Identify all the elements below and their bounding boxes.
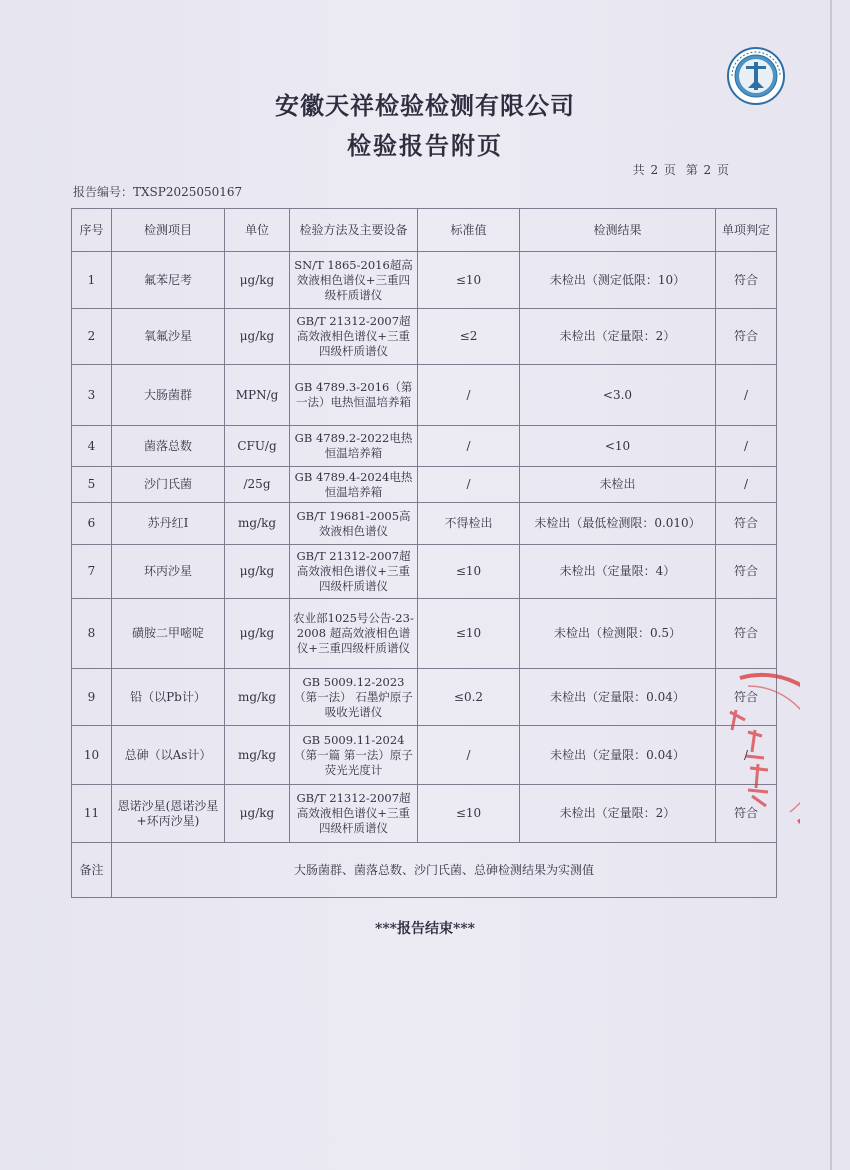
row-method: GB/T 21312-2007超高效液相色谱仪+三重四级杆质谱仪 xyxy=(290,545,418,599)
row-item: 苏丹红Ⅰ xyxy=(112,503,225,545)
row-judge: 符合 xyxy=(716,252,777,309)
page-current: 第 2 页 xyxy=(685,163,730,177)
row-item: 沙门氏菌 xyxy=(112,467,225,503)
row-standard: ≤2 xyxy=(418,309,520,365)
table-row xyxy=(72,467,777,503)
row-no: 5 xyxy=(72,467,112,503)
row-unit: μg/kg xyxy=(225,599,290,669)
row-judge: / xyxy=(716,467,777,503)
row-standard: / xyxy=(418,467,520,503)
table-row xyxy=(72,309,777,365)
row-judge: 符合 xyxy=(716,669,777,726)
row-item: 氟苯尼考 xyxy=(112,252,225,309)
table-row xyxy=(72,726,777,785)
row-standard: ≤10 xyxy=(418,252,520,309)
row-method: GB/T 21312-2007超高效液相色谱仪+三重四级杆质谱仪 xyxy=(290,309,418,365)
row-judge: 符合 xyxy=(716,309,777,365)
row-item: 总砷（以As计） xyxy=(112,726,225,785)
row-item: 环丙沙星 xyxy=(112,545,225,599)
row-no: 8 xyxy=(72,599,112,669)
header-no: 序号 xyxy=(72,209,112,252)
row-standard: / xyxy=(418,426,520,467)
row-unit: MPN/g xyxy=(225,365,290,426)
row-no: 11 xyxy=(72,785,112,843)
row-result: 未检出（定量限：2） xyxy=(520,785,716,843)
header-item: 检测项目 xyxy=(112,209,225,252)
row-result: 未检出（测定低限：10） xyxy=(520,252,716,309)
row-item: 磺胺二甲嘧啶 xyxy=(112,599,225,669)
header-judge: 单项判定 xyxy=(716,209,777,252)
table-row xyxy=(72,669,777,726)
row-unit: mg/kg xyxy=(225,669,290,726)
row-unit: mg/kg xyxy=(225,726,290,785)
table-row xyxy=(72,545,777,599)
row-result: 未检出（定量限：0.04） xyxy=(520,669,716,726)
table-row xyxy=(72,503,777,545)
row-standard: / xyxy=(418,726,520,785)
row-result: 未检出（定量限：4） xyxy=(520,545,716,599)
row-judge: 符合 xyxy=(716,599,777,669)
report-number: 报告编号：TXSP2025050167 xyxy=(73,185,243,199)
row-result: 未检出 xyxy=(520,467,716,503)
table-row xyxy=(72,785,777,843)
row-result: 未检出（检测限：0.5） xyxy=(520,599,716,669)
remark-label: 备注 xyxy=(72,843,112,898)
remark-row xyxy=(72,843,777,898)
row-no: 6 xyxy=(72,503,112,545)
report-title: 检验报告附页 xyxy=(347,131,503,160)
row-no: 4 xyxy=(72,426,112,467)
row-no: 3 xyxy=(72,365,112,426)
page-edge xyxy=(830,0,832,1170)
row-no: 10 xyxy=(72,726,112,785)
table-row xyxy=(72,252,777,309)
row-unit: μg/kg xyxy=(225,785,290,843)
row-method: GB 4789.4-2024电热恒温培养箱 xyxy=(290,467,418,503)
results-table xyxy=(71,208,777,898)
row-judge: / xyxy=(716,426,777,467)
row-item: 恩诺沙星(恩诺沙星+环丙沙星) xyxy=(112,785,225,843)
row-no: 7 xyxy=(72,545,112,599)
row-unit: μg/kg xyxy=(225,545,290,599)
row-judge: / xyxy=(716,365,777,426)
row-method: 农业部1025号公告-23-2008 超高效液相色谱仪+三重四级杆质谱仪 xyxy=(290,599,418,669)
row-method: GB/T 21312-2007超高效液相色谱仪+三重四级杆质谱仪 xyxy=(290,785,418,843)
row-judge: 符合 xyxy=(716,785,777,843)
row-result: <10 xyxy=(520,426,716,467)
row-standard: 不得检出 xyxy=(418,503,520,545)
report-end: ***报告结束*** xyxy=(375,921,475,937)
header-standard: 标准值 xyxy=(418,209,520,252)
row-item: 大肠菌群 xyxy=(112,365,225,426)
table-header-row xyxy=(72,209,777,252)
row-method: SN/T 1865-2016超高效液相色谱仪+三重四级杆质谱仪 xyxy=(290,252,418,309)
row-judge: 符合 xyxy=(716,503,777,545)
header-method: 检验方法及主要设备 xyxy=(290,209,418,252)
row-standard: ≤0.2 xyxy=(418,669,520,726)
row-standard: ≤10 xyxy=(418,599,520,669)
row-unit: μg/kg xyxy=(225,309,290,365)
table-row xyxy=(72,365,777,426)
row-judge: / xyxy=(716,726,777,785)
row-unit: CFU/g xyxy=(225,426,290,467)
row-no: 9 xyxy=(72,669,112,726)
row-no: 1 xyxy=(72,252,112,309)
page-info xyxy=(629,161,730,178)
row-standard: ≤10 xyxy=(418,545,520,599)
row-method: GB 4789.3-2016（第一法）电热恒温培养箱 xyxy=(290,365,418,426)
row-item: 铅（以Pb计） xyxy=(112,669,225,726)
row-item: 菌落总数 xyxy=(112,426,225,467)
row-no: 2 xyxy=(72,309,112,365)
row-method: GB 5009.12-2023（第一法） 石墨炉原子吸收光谱仪 xyxy=(290,669,418,726)
remark-text: 大肠菌群、菌落总数、沙门氏菌、总砷检测结果为实测值 xyxy=(112,843,777,898)
header-unit: 单位 xyxy=(225,209,290,252)
row-standard: ≤10 xyxy=(418,785,520,843)
row-unit: /25g xyxy=(225,467,290,503)
page-total: 共 2 页 xyxy=(632,163,677,177)
row-unit: mg/kg xyxy=(225,503,290,545)
row-unit: μg/kg xyxy=(225,252,290,309)
row-method: GB 5009.11-2024（第一篇 第一法）原子荧光光度计 xyxy=(290,726,418,785)
row-item: 氧氟沙星 xyxy=(112,309,225,365)
row-result: 未检出（最低检测限：0.010） xyxy=(520,503,716,545)
row-judge: 符合 xyxy=(716,545,777,599)
table-row xyxy=(72,599,777,669)
table-row xyxy=(72,426,777,467)
row-result: <3.0 xyxy=(520,365,716,426)
row-method: GB 4789.2-2022电热恒温培养箱 xyxy=(290,426,418,467)
row-result: 未检出（定量限：0.04） xyxy=(520,726,716,785)
row-standard: / xyxy=(418,365,520,426)
row-method: GB/T 19681-2005高效液相色谱仪 xyxy=(290,503,418,545)
header-result: 检测结果 xyxy=(520,209,716,252)
company-name: 安徽天祥检验检测有限公司 xyxy=(275,91,575,120)
row-result: 未检出（定量限：2） xyxy=(520,309,716,365)
